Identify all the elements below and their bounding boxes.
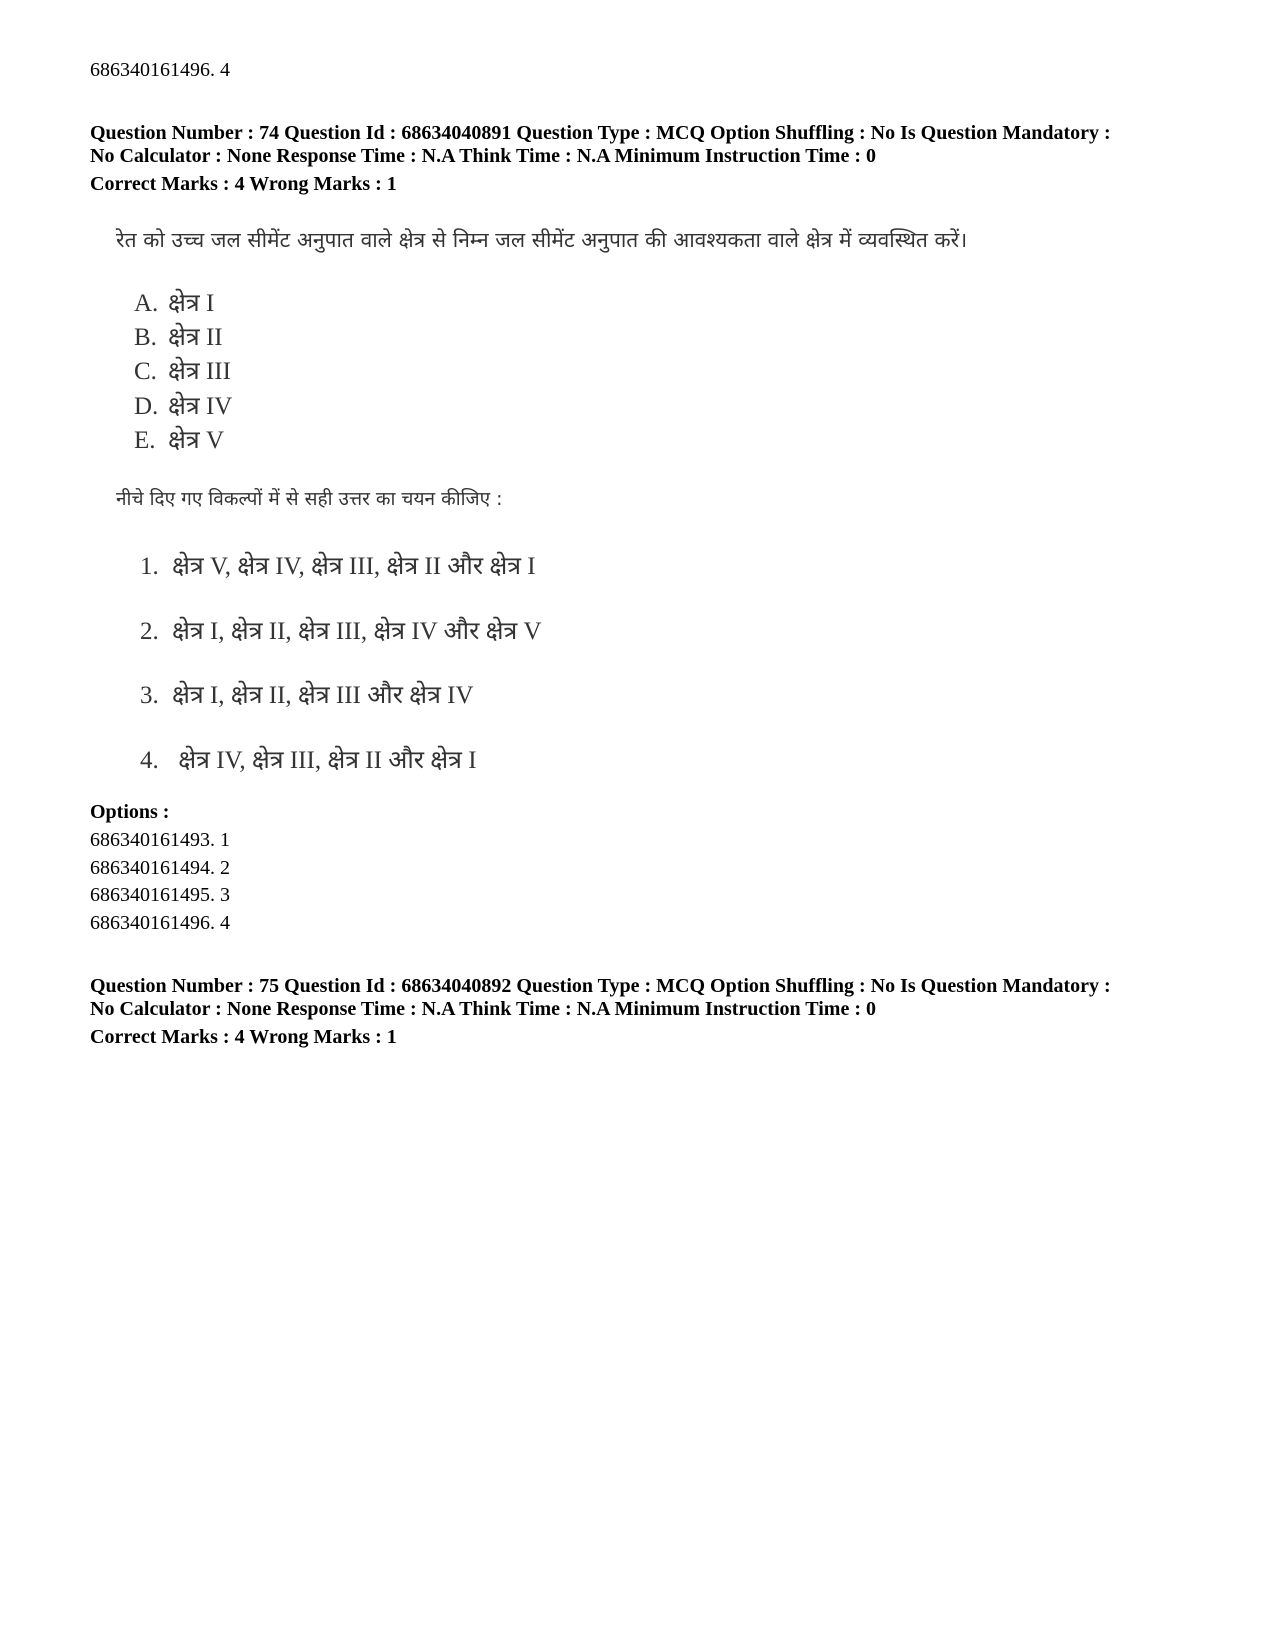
q74-header-line1: Question Number : 74 Question Id : 68634040891 Question Type : MCQ Option Shuffling : No Is Question Mandatory :	[90, 122, 1111, 144]
q74-options-label: Options :	[90, 801, 170, 823]
list-item: 1. क्षेत्र V, क्षेत्र IV, क्षेत्र III, क्षेत्र II और क्षेत्र I	[140, 553, 536, 580]
q74-instruction: नीचे दिए गए विकल्पों में से सही उत्तर का चयन कीजिए :	[116, 488, 503, 510]
list-item: C. क्षेत्र III	[134, 358, 231, 385]
list-item: 4. क्षेत्र IV, क्षेत्र III, क्षेत्र II और क्षेत्र I	[140, 747, 477, 774]
list-item: A. क्षेत्र I	[134, 290, 215, 317]
option-line: 686340161495. 3	[90, 884, 230, 906]
q74-question-text: रेत को उच्च जल सीमेंट अनुपात वाले क्षेत्र से निम्न जल सीमेंट अनुपात की आवश्यकता वाले क्षेत्र में व्यवस्थित करें।	[116, 228, 968, 252]
option-line: 686340161494. 2	[90, 857, 230, 879]
q75-header-line1: Question Number : 75 Question Id : 68634040892 Question Type : MCQ Option Shuffling : No Is Question Mandatory :	[90, 975, 1111, 997]
q75-marks: Correct Marks : 4 Wrong Marks : 1	[90, 1026, 397, 1048]
previous-option-line: 686340161496. 4	[90, 59, 230, 81]
list-item: B. क्षेत्र II	[134, 324, 223, 351]
option-line: 686340161496. 4	[90, 912, 230, 934]
list-item: 3. क्षेत्र I, क्षेत्र II, क्षेत्र III और क्षेत्र IV	[140, 682, 474, 709]
q75-header-line2: No Calculator : None Response Time : N.A Think Time : N.A Minimum Instruction Time : 0	[90, 998, 876, 1020]
q74-marks: Correct Marks : 4 Wrong Marks : 1	[90, 173, 397, 195]
list-item: 2. क्षेत्र I, क्षेत्र II, क्षेत्र III, क्षेत्र IV और क्षेत्र V	[140, 618, 542, 645]
q74-header-line2: No Calculator : None Response Time : N.A Think Time : N.A Minimum Instruction Time : 0	[90, 145, 876, 167]
list-item: E. क्षेत्र V	[134, 427, 225, 454]
list-item: D. क्षेत्र IV	[134, 393, 233, 420]
option-line: 686340161493. 1	[90, 829, 230, 851]
